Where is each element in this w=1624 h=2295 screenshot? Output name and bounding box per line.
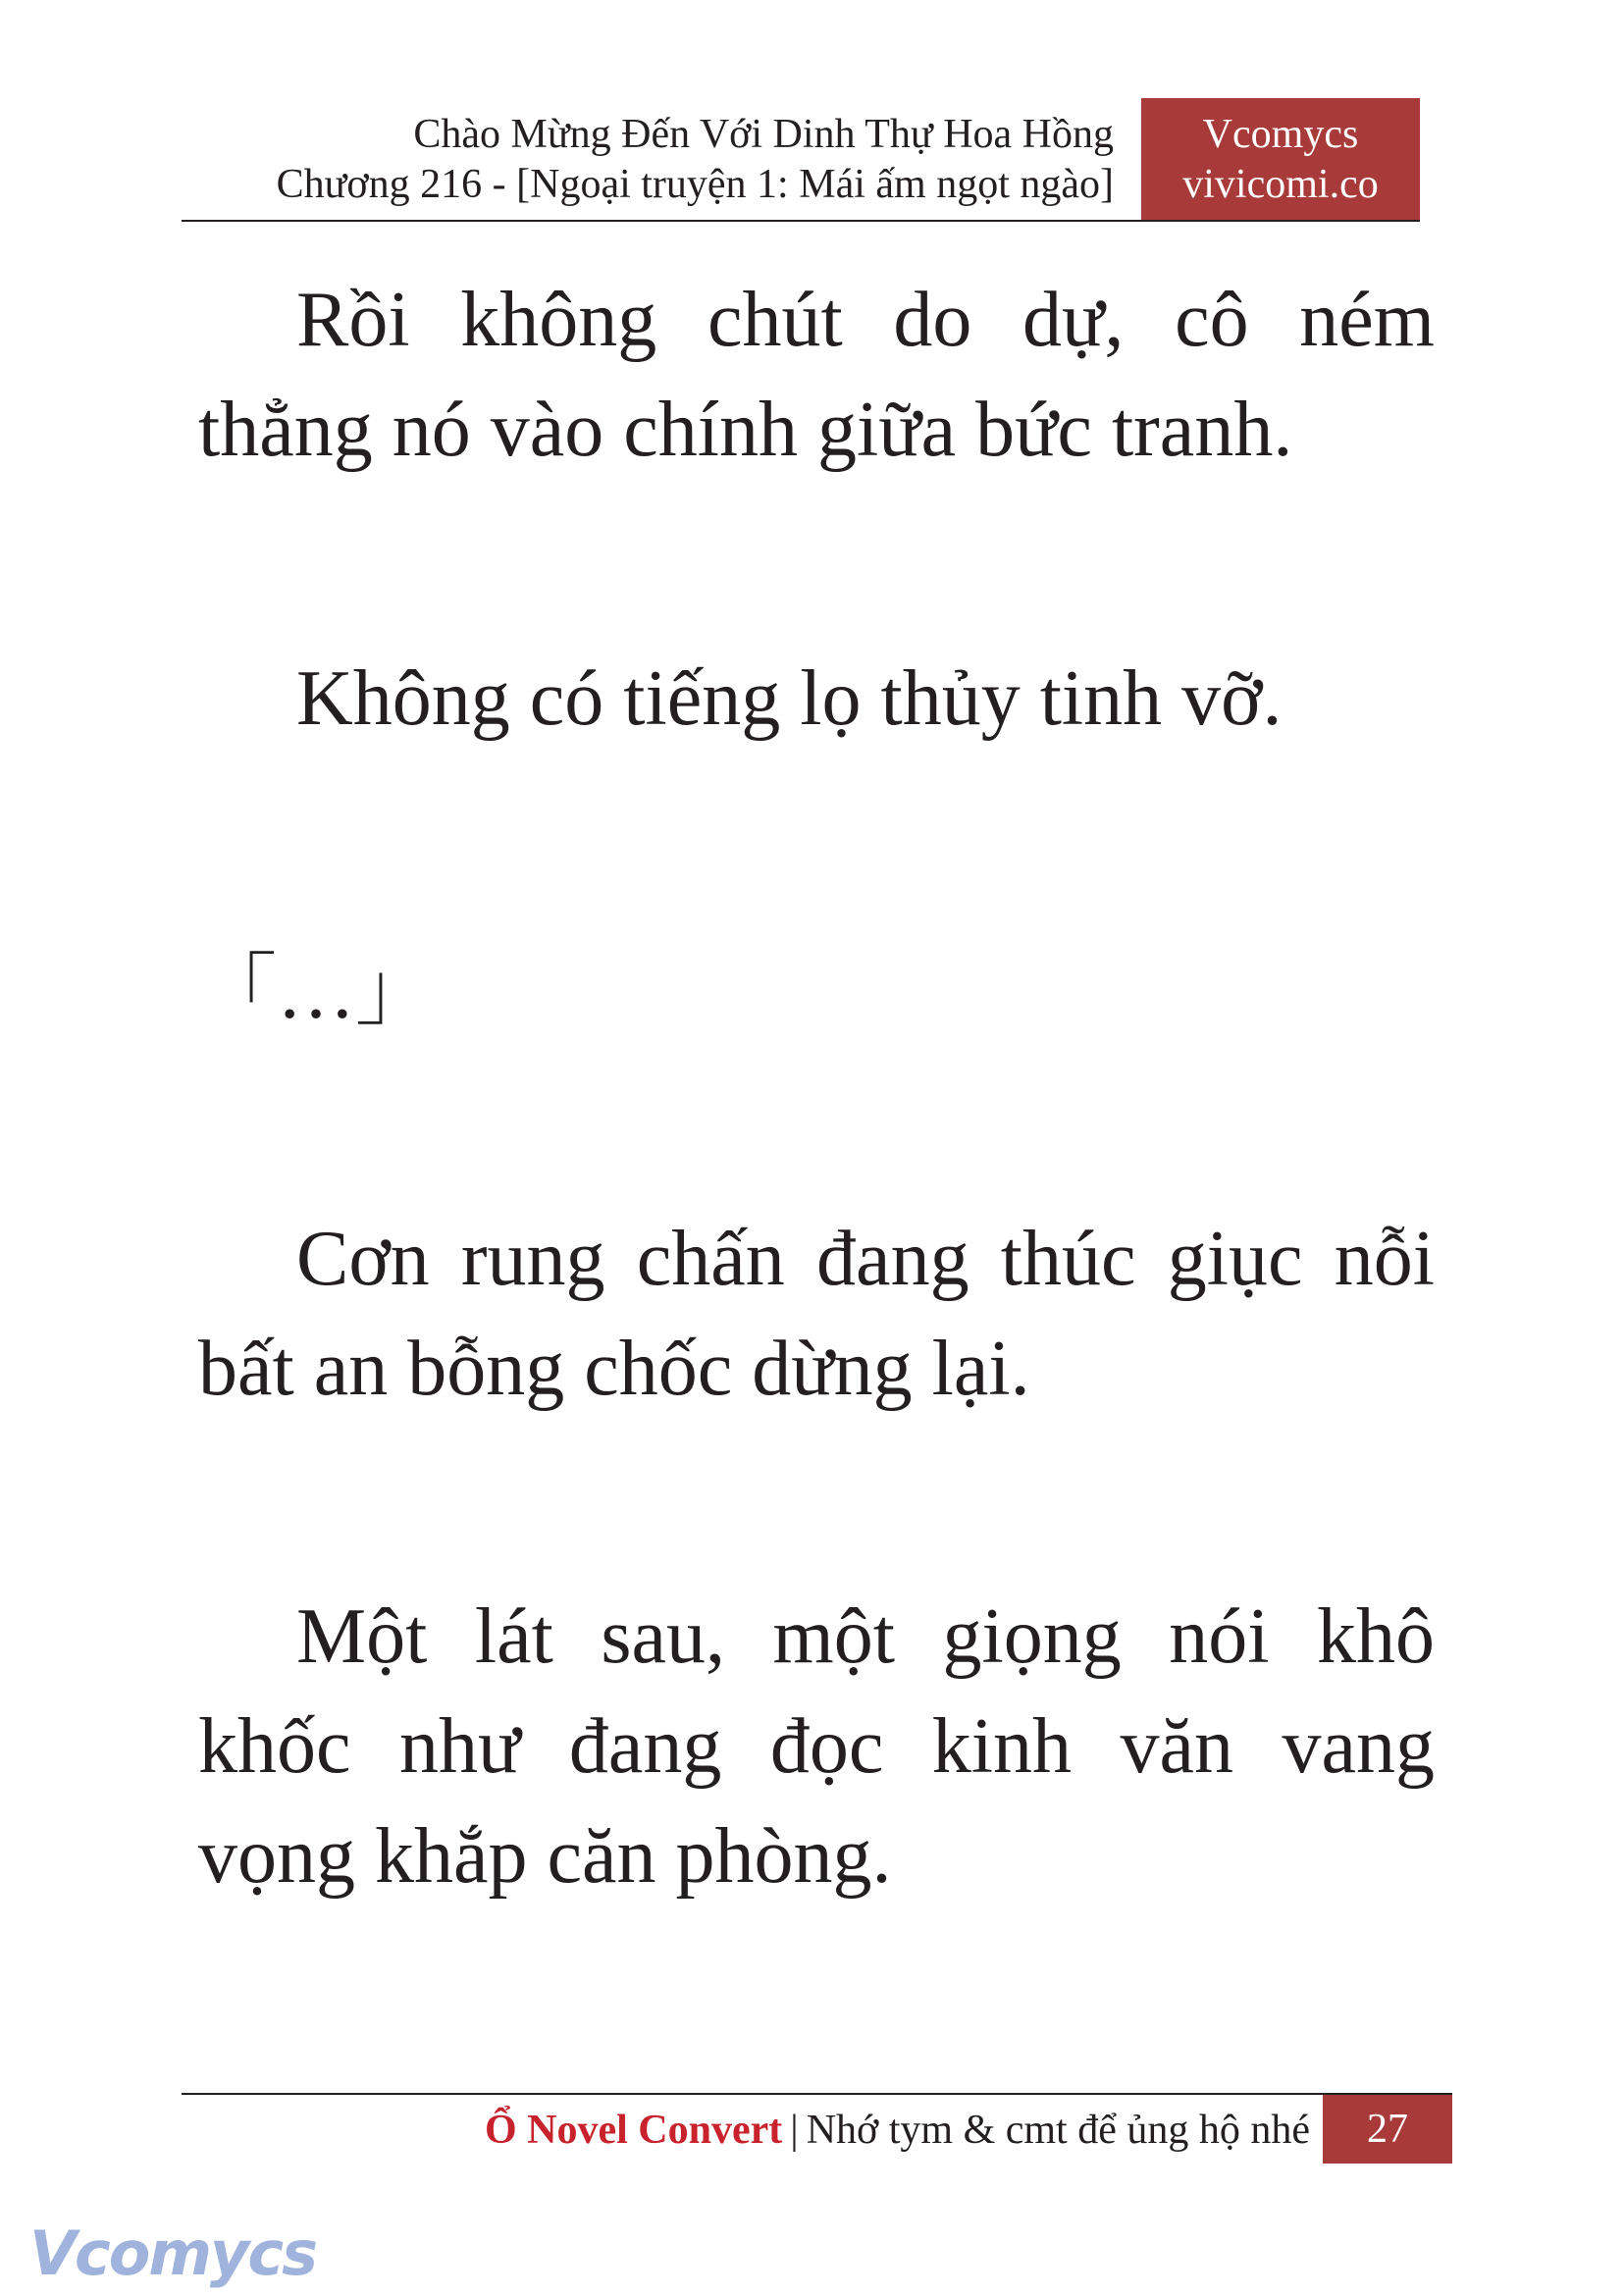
site-name: Vcomycs: [1202, 112, 1359, 157]
page-header: [182, 98, 1420, 222]
paragraph: 「…」: [198, 949, 434, 1035]
footer-message: Nhớ tym & cmt để ủng hộ nhé: [806, 2108, 1310, 2153]
page-number: 27: [1323, 2095, 1452, 2164]
footer-text: [485, 2105, 1310, 2156]
paragraph: Rồi không chút do dự, cô ném thẳng nó vào chính giữa bức tranh.: [198, 277, 1435, 473]
paragraph: Cơn rung chấn đang thúc giục nỗi bất an bỗng chốc dừng lại.: [198, 1216, 1435, 1412]
watermark-logo: Vcomycs: [29, 2217, 317, 2289]
paragraph: Không có tiếng lọ thủy tinh vỡ.: [296, 655, 1283, 742]
site-url: vivicomi.co: [1182, 162, 1379, 207]
footer-separator: |: [790, 2108, 799, 2153]
chapter-title: Chương 216 - [Ngoại truyện 1: Mái ấm ngọt ngào]: [276, 162, 1114, 207]
footer-brand: Ổ Novel Convert: [484, 2108, 783, 2153]
book-title: Chào Mừng Đến Với Dinh Thự Hoa Hồng: [413, 112, 1114, 157]
paragraph: Một lát sau, một giọng nói khô khốc như đang đọc kinh văn vang vọng khắp căn phòng.: [198, 1593, 1435, 1900]
site-badge: [1141, 98, 1420, 220]
header-text: [277, 110, 1114, 210]
page-footer: [182, 2093, 1452, 2164]
